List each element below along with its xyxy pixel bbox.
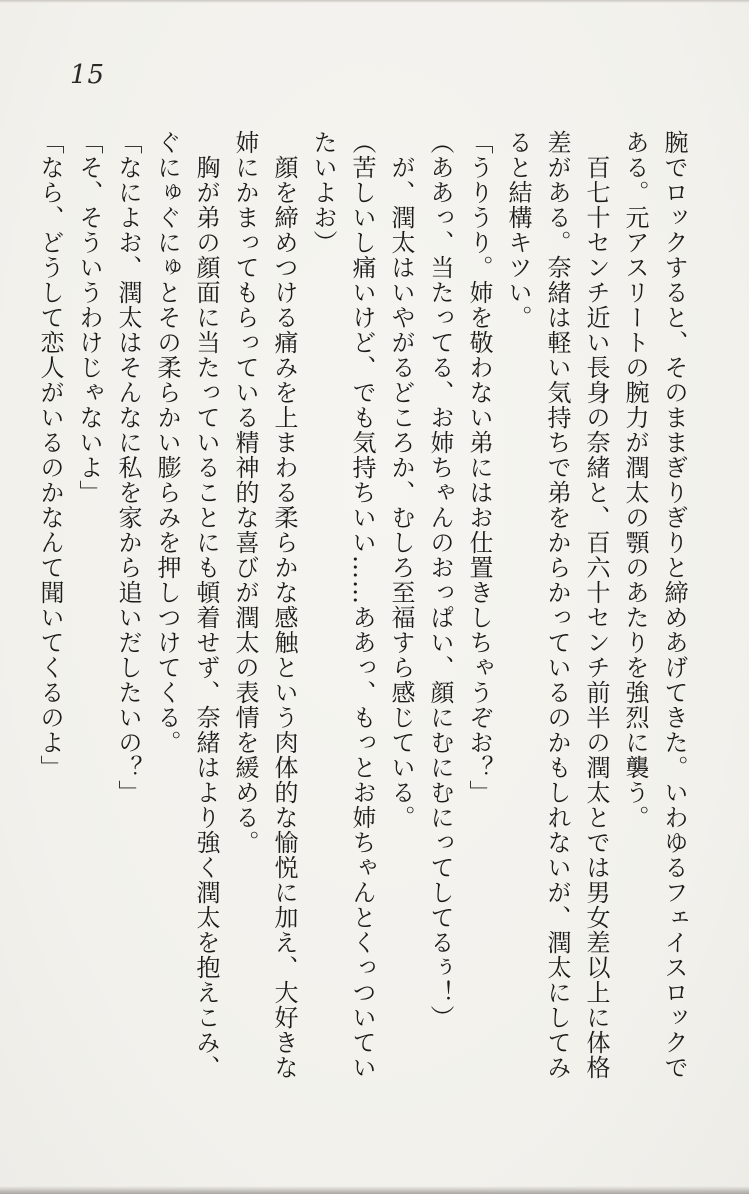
text-line: ると結構キツい。	[504, 130, 532, 330]
scan-edge-top	[0, 0, 749, 3]
text-line: 「なら、どうして恋人がいるのかなんて聞いてくるのよ」	[36, 130, 64, 780]
text-line: ある。元アスリートの腕力が潤太の顎のあたりを強烈に襲う。	[621, 130, 649, 830]
text-block	[30, 130, 693, 1094]
text-line: 顔を締めつける痛みを上まわる柔らかな感触という肉体的な愉悦に加え、大好きな	[270, 130, 298, 1080]
text-line: 胸が弟の顔面に当たっていることにも頓着せず、奈緒はより強く潤太を抱えこみ、	[192, 130, 220, 1080]
text-line: 姉にかまってもらっている精神的な喜びが潤太の表情を緩める。	[231, 130, 259, 855]
text-line: が、潤太はいやがるどころか、むしろ至福すら感じている。	[387, 130, 415, 830]
text-line: 腕でロックすると、そのままぎりぎりと締めあげてきた。いわゆるフェイスロックで	[660, 130, 688, 1080]
text-line: （ああっ、当たってる、お姉ちゃんのおっぱい、顔にむにむにってしてるぅ！）	[426, 130, 454, 1030]
page-number: 15	[70, 60, 106, 90]
text-line: たいよお）	[309, 130, 337, 255]
text-line: ぐにゅぐにゅとその柔らかい膨らみを押しつけてくる。	[153, 130, 181, 755]
text-line: 差がある。奈緒は軽い気持ちで弟をからかっているのかもしれないが、潤太にしてみ	[543, 130, 571, 1080]
text-line: 「そ、そういうわけじゃないよ」	[75, 130, 103, 505]
text-line: 百七十センチ近い長身の奈緒と、百六十センチ前半の潤太とでは男女差以上に体格	[582, 130, 610, 1080]
text-line: （苦しいし痛いけど、でも気持ちいい……ああっ、もっとお姉ちゃんとくっついてい	[348, 130, 376, 1080]
scan-edge-bottom	[0, 1186, 749, 1194]
text-line: 「なによお、潤太はそんなに私を家から追いだしたいの？」	[114, 130, 142, 805]
text-line: 「うりうり。姉を敬わない弟にはお仕置きしちゃうぞお？」	[465, 130, 493, 805]
